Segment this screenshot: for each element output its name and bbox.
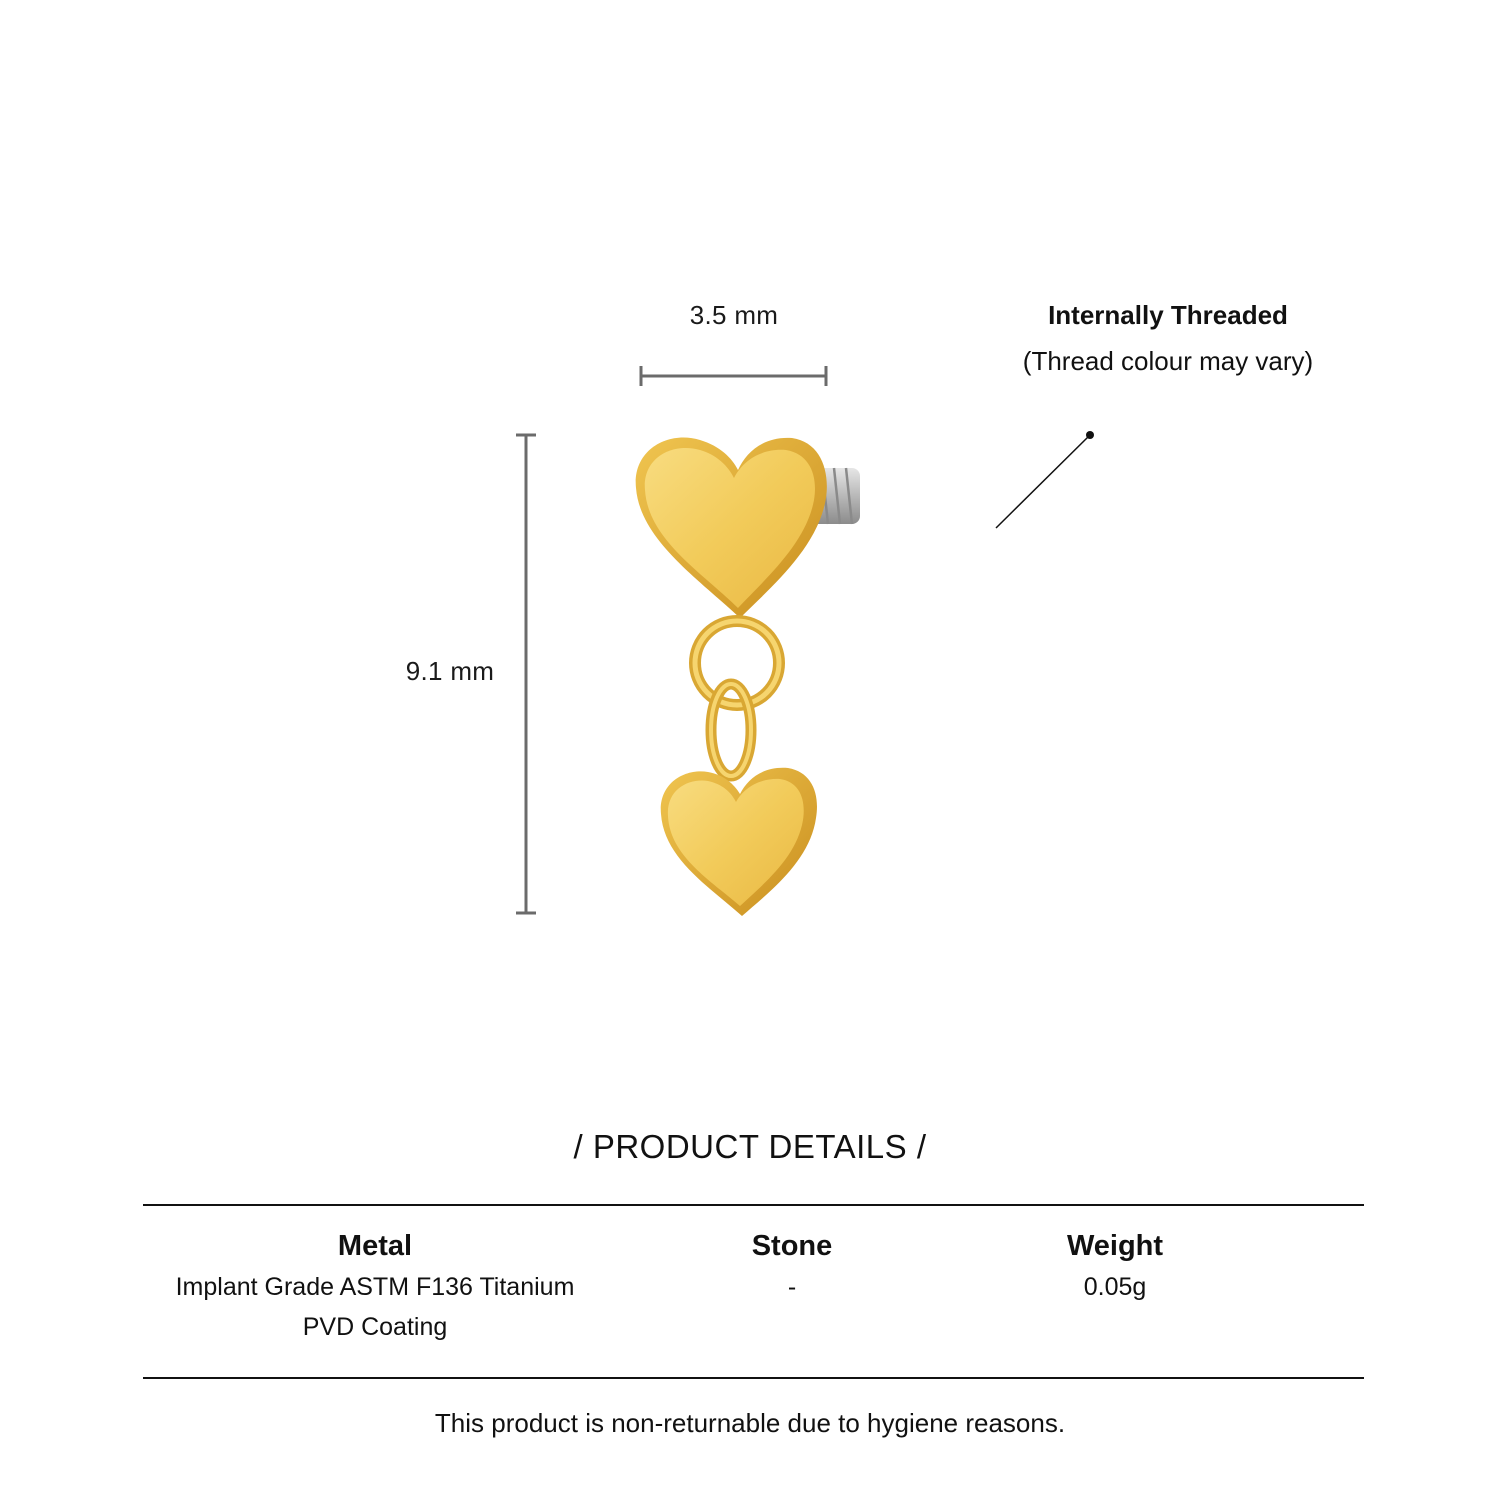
height-dimension-label: 9.1 mm xyxy=(405,656,495,686)
metal-value-line1: Implant Grade ASTM F136 Titanium xyxy=(175,1273,575,1301)
stone-value: - xyxy=(787,1273,797,1301)
width-measure-bar xyxy=(641,366,826,386)
weight-label: Weight xyxy=(1066,1230,1164,1262)
weight-column xyxy=(1000,1230,1230,1307)
weight-value: 0.05g xyxy=(1083,1273,1147,1301)
thread-type-title: Internally Threaded xyxy=(1048,300,1288,330)
metal-value-line2: PVD Coating xyxy=(302,1313,448,1341)
thread-pointer-line xyxy=(996,431,1094,528)
metal-column xyxy=(140,1230,610,1347)
product-details-heading: / PRODUCT DETAILS / xyxy=(573,1128,927,1165)
jump-ring-small xyxy=(711,684,751,776)
details-bottom-divider xyxy=(143,1377,1364,1379)
details-top-divider xyxy=(143,1204,1364,1206)
hygiene-disclaimer: This product is non-returnable due to hygiene reasons. xyxy=(434,1408,1066,1438)
stone-column xyxy=(680,1230,904,1307)
stone-label: Stone xyxy=(751,1230,833,1262)
width-dimension-label: 3.5 mm xyxy=(689,300,779,330)
metal-value xyxy=(140,1267,610,1347)
top-heart xyxy=(636,437,827,618)
bottom-heart xyxy=(661,768,817,916)
thread-colour-note: (Thread colour may vary) xyxy=(1022,346,1314,376)
metal-label: Metal xyxy=(337,1230,413,1262)
